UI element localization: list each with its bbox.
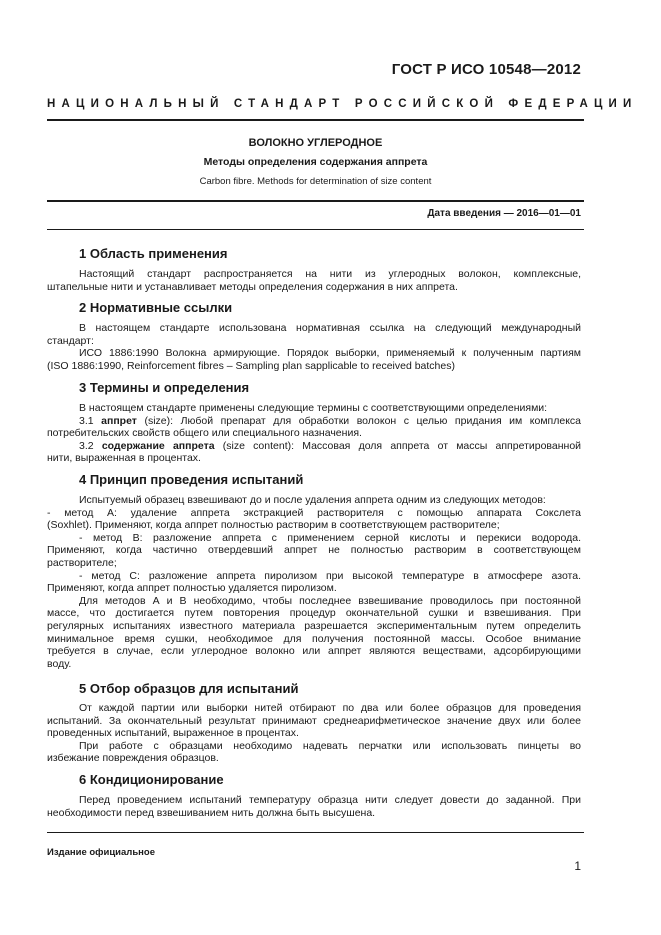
- text-line: В настоящем стандарте применены следующие термины с соответствующими определениями:: [79, 402, 548, 414]
- text-line: потребительских свойств общего или специального назначения.: [47, 427, 362, 440]
- text-line: Перед проведением испытаний температуру образца нити следует довести до заданной. При: [79, 794, 581, 806]
- section-heading-test-principle: 4 Принцип проведения испытаний: [79, 472, 304, 487]
- text-line: требуется в случае, если углеродное волокно или аппрет являются веществами, адсорбирующими: [47, 645, 581, 658]
- section-body-terms: [47, 402, 581, 465]
- footer-divider: [47, 832, 584, 833]
- text-line: В настоящем стандарте использована нормативная ссылка на следующий международный: [79, 322, 581, 334]
- section-heading-conditioning: 6 Кондиционирование: [79, 772, 224, 787]
- divider: [47, 200, 584, 202]
- text-line: Применяют, когда частично отвердевший аппрет не полностью растворим в соответствующем: [47, 544, 581, 557]
- text-line: Для методов А и В необходимо, чтобы последнее взвешивание проводилось при постоянной: [79, 594, 581, 607]
- text-line: штапельные нити и устанавливает методы определения содержания в них аппрета.: [47, 280, 458, 293]
- text-line: нити, выраженная в процентах.: [47, 452, 201, 465]
- section-body-scope: [47, 268, 581, 293]
- text-line: необходимости перед взвешиванием нить должна быть высушена.: [47, 806, 376, 819]
- text-line: регулярных испытаниях известного материала разрешается экспериментальным путем определить: [47, 619, 581, 632]
- section-body-conditioning: [47, 794, 581, 819]
- section-body-test-principle: [47, 494, 581, 670]
- text-line: Применяют, когда аппрет полностью удаляется пиролизом.: [47, 582, 337, 595]
- section-body-sampling: [47, 702, 581, 765]
- edition-label: Издание официальное: [47, 847, 155, 858]
- section-heading-scope: 1 Область применения: [79, 246, 228, 261]
- text-line: растворителе;: [47, 556, 117, 569]
- page-number: 1: [574, 859, 581, 873]
- text-line: (ISO 1886:1990, Reinforcement fibres – Sampling plan sapplicable to received batches): [47, 359, 455, 372]
- text-line: минимальное время сушки, необходимое для получения постоянной массы. Особое внимание: [47, 632, 581, 645]
- page-subtitle: Методы определения содержания аппрета: [203, 156, 428, 168]
- text-line: воду.: [47, 657, 72, 670]
- text-line: От каждой партии или выборки нитей отбирают по два или более образцов для проведения: [79, 702, 581, 714]
- text-line: проведенных испытаний, выраженное в процентах.: [47, 727, 299, 740]
- national-standard-banner: НАЦИОНАЛЬНЫЙ СТАНДАРТ РОССИЙСКОЙ ФЕДЕРАЦИИ: [47, 98, 638, 110]
- term-size-content-line: 3.2 содержание аппрета (size content): Массовая доля аппрета от массы аппретированной: [79, 439, 582, 452]
- divider: [47, 229, 584, 230]
- section-heading-sampling: 5 Отбор образцов для испытаний: [79, 681, 299, 696]
- text-line: испытаний. За окончательный результат принимают среднеарифметическое значение двух или более: [47, 714, 581, 727]
- text-line: - метод В: разложение аппрета с применением серной кислоты и перекиси водорода.: [79, 531, 581, 544]
- text-line: стандарт:: [47, 334, 94, 347]
- text-line: массе, что достигается путем повторения процедур окончательной сушки и взвешивания. При: [47, 607, 581, 620]
- english-title: Carbon fibre. Methods for determination of size content: [199, 176, 432, 187]
- page-title: ВОЛОКНО УГЛЕРОДНОЕ: [248, 137, 383, 149]
- section-body-normative-references: [47, 322, 581, 372]
- section-heading-terms: 3 Термины и определения: [79, 380, 250, 395]
- text-line: Настоящий стандарт распространяется на нити из углеродных волокон, комплексные,: [79, 268, 581, 280]
- term-size-line: 3.1 аппрет (size): Любой препарат для обработки волокон с целью придания им комплекса: [79, 414, 582, 427]
- document-number: ГОСТ Р ИСО 10548—2012: [391, 61, 581, 78]
- section-heading-normative-references: 2 Нормативные ссылки: [79, 300, 233, 315]
- introduction-date: Дата введения — 2016—01—01: [427, 208, 581, 219]
- text-line: - метод С: разложение аппрета пиролизом при высокой температуре в атмосфере азота.: [79, 569, 581, 582]
- text-line: (Soxhlet). Применяют, когда аппрет полностью растворим в соответствующем растворителе;: [47, 519, 500, 532]
- text-line: избежание повреждения образцов.: [47, 752, 219, 765]
- divider: [47, 119, 584, 121]
- text-line: - метод А: удаление аппрета экстракцией растворителя с помощью аппарата Сокслета: [47, 506, 581, 519]
- text-line: При работе с образцами необходимо надевать перчатки или использовать пинцеты во: [79, 739, 581, 752]
- text-line: ИСО 1886:1990 Волокна армирующие. Порядок выборки, применяемый к полученным партиям: [79, 347, 581, 360]
- text-line: Испытуемый образец взвешивают до и после удаления аппрета одним из следующих методов:: [79, 494, 546, 506]
